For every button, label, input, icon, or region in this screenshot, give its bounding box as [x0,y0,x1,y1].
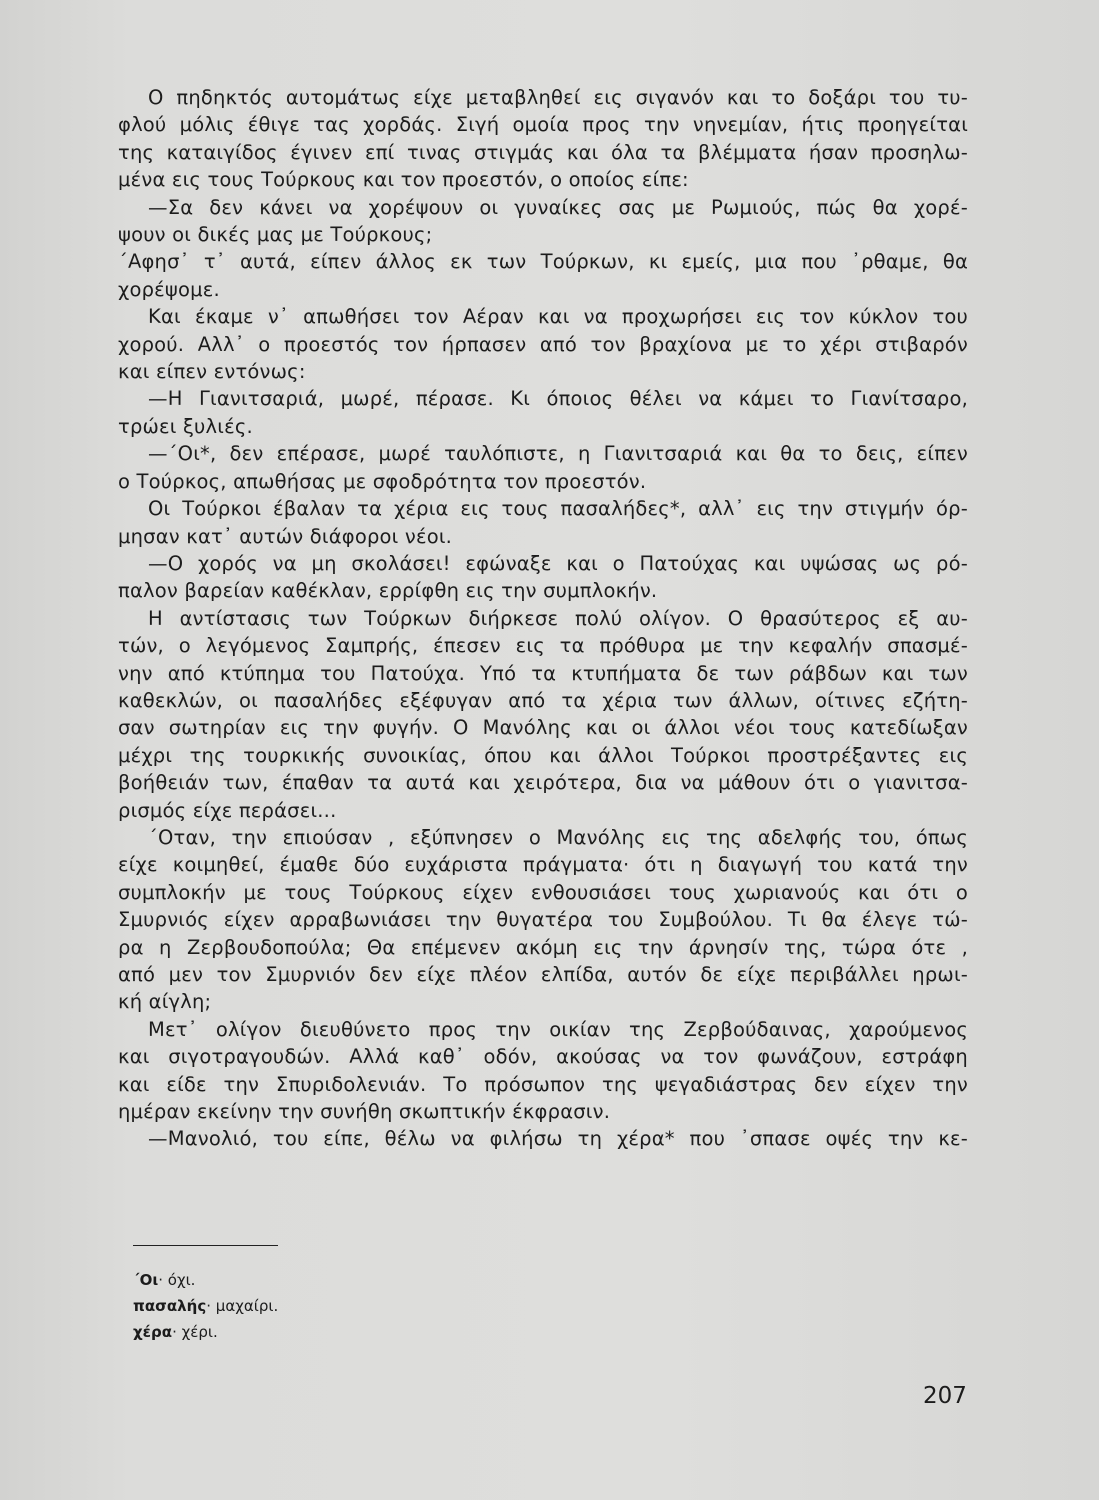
text-line: Μετ᾿ ολίγον διευθύνετο προς την οικίαν της Ζερβούδαινας, χαρούμενος [148,1017,968,1041]
footnote-definition: μαχαίρι. [215,1297,279,1315]
text-line: —Η Γιανιτσαριά, μωρέ, πέρασε. Κι όποιος θέλει να κάμει το Γιανίτσαρο, [148,387,968,411]
text-line: ρισμός είχε περάσει... [118,798,337,822]
footnote-separator: · [206,1297,216,1315]
text-line: Και έκαμε ν᾿ απωθήσει τον Αέραν και να προχωρήσει εις τον κύκλον του [148,305,968,329]
text-line: τρώει ξυλιές. [118,414,253,438]
text-line: Ο πηδηκτός αυτομάτως είχε μεταβληθεί εις σιγανόν και το δοξάρι του τυ- [148,86,968,109]
footnote-separator: · [172,1323,182,1341]
text-line: Οι Τούρκοι έβαλαν τα χέρια εις τους πασαλήδες*, αλλ᾿ εις την στιγμήν όρ- [148,497,968,521]
text-line: παλον βαρείαν καθέκλαν, ερρίφθη εις την συμπλοκήν. [118,579,658,603]
text-line: από μεν τον Σμυρνιόν δεν είχε πλέον ελπίδα, αυτόν δε είχε περιβάλλει ηρωι- [118,963,968,986]
text-line: τών, ο λεγόμενος Σαμπρής, έπεσεν εις τα πρόθυρα με την κεφαλήν σπασμέ- [118,634,968,658]
page-number: 207 [923,1383,967,1409]
footnote [133,1267,278,1293]
text-line: και σιγοτραγουδών. Αλλά καθ᾿ οδόν, ακούσας να τον φωνάζουν, εστράφη [118,1045,968,1069]
footnote [133,1319,278,1345]
body-text [118,84,968,1153]
text-line: καθεκλών, οι πασαλήδες εξέφυγαν από τα χέρια των άλλων, οίτινες εζήτη- [118,688,968,712]
text-line: —Σα δεν κάνει να χορέψουν οι γυναίκες σας με Ρωμιούς, πώς θα χορέ- [148,195,968,219]
text-line: Σμυρνιός είχεν αρραβωνιάσει την θυγατέρα του Συμβούλου. Τι θα έλεγε τώ- [118,908,968,932]
text-line: ο Τούρκος, απωθήσας με σφοδρότητα τον προεστόν. [118,469,647,493]
footnote-definition: χέρι. [181,1323,218,1341]
text-line: ΄Οταν, την επιούσαν , εξύπνησεν ο Μανόλης εις της αδελφής του, όπως [148,825,968,849]
text-line: της καταιγίδος έγινεν επί τινας στιγμάς και όλα τα βλέμματα ήσαν προσηλω- [118,140,968,164]
text-line: ημέραν εκείνην την συνήθη σκωπτικήν έκφρασιν. [118,1100,611,1124]
text-line: νην από κτύπημα του Πατούχα. Υπό τα κτυπήματα δε των ράβδων και των [118,661,968,685]
footnote-term: χέρα [133,1323,173,1341]
text-line: Η αντίστασις των Τούρκων διήρκεσε πολύ ολίγον. Ο θρασύτερος εξ αυ- [148,606,968,630]
text-line: ρα η Ζερβουδοπούλα; Θα επέμενεν ακόμη εις την άρνησίν της, τώρα ότε , [118,935,968,959]
text-line: βοήθειάν των, έπαθαν τα αυτά και χειρότερα, δια να μάθουν ότι ο γιανιτσα- [118,771,968,795]
text-line: και είδε την Σπυριδολενιάν. Το πρόσωπον της ψεγαδιάστρας δεν είχεν την [118,1072,968,1096]
text-line: είχε κοιμηθεί, έμαθε δύο ευχάριστα πράγματα· ότι η διαγωγή του κατά την [118,853,968,877]
footnote [133,1293,278,1319]
text-line: συμπλοκήν με τους Τούρκους είχεν ενθουσιάσει τους χωριανούς και ότι ο [118,880,968,904]
footnote-term: ΄Οι [133,1271,159,1289]
text-line: —΄Οι*, δεν επέρασε, μωρέ ταυλόπιστε, η Γιανιτσαριά και θα το δεις, είπεν [148,442,968,466]
text-line: χορού. Αλλ᾿ ο προεστός τον ήρπασεν από τον βραχίονα με το χέρι στιβαρόν [118,332,968,356]
text-line: —Ο χορός να μη σκολάσει! εφώναξε και ο Πατούχας και υψώσας ως ρό- [148,551,968,575]
footnote-term: πασαλής [133,1297,207,1315]
text-line: φλού μόλις έθιγε τας χορδάς. Σιγή ομοία προς την νηνεμίαν, ήτις προηγείται [118,113,968,137]
footnote-definition: όχι. [167,1271,196,1289]
text-line: χορέψομε. [118,277,220,301]
text-line: μησαν κατ᾿ αυτών διάφοροι νέοι. [118,524,453,548]
text-line: —Μανολιό, του είπε, θέλω να φιλήσω τη χέρα* που ᾿σπασε οψές την κε- [148,1127,968,1151]
footnote-separator: · [158,1271,168,1289]
text-line: μέχρι της τουρκικής συνοικίας, όπου και άλλοι Τούρκοι προστρέξαντες εις [118,743,968,767]
text-line: και είπεν εντόνως: [118,360,306,384]
footnotes [133,1267,278,1345]
text-line: μένα εις τους Τούρκους και τον προεστόν, ο οποίος είπε: [118,168,689,192]
footnote-rule [133,1245,278,1246]
text-line: σαν σωτηρίαν εις την φυγήν. Ο Μανόλης και οι άλλοι νέοι τους κατεδίωξαν [118,716,968,740]
text-line: ΄Αφησ᾿ τ᾿ αυτά, είπεν άλλος εκ των Τούρκων, κι εμείς, μια που ᾿ρθαμε, θα [118,250,968,274]
text-line: ψουν οι δικές μας με Τούρκους; [118,223,433,247]
text-line: κή αίγλη; [118,990,212,1014]
